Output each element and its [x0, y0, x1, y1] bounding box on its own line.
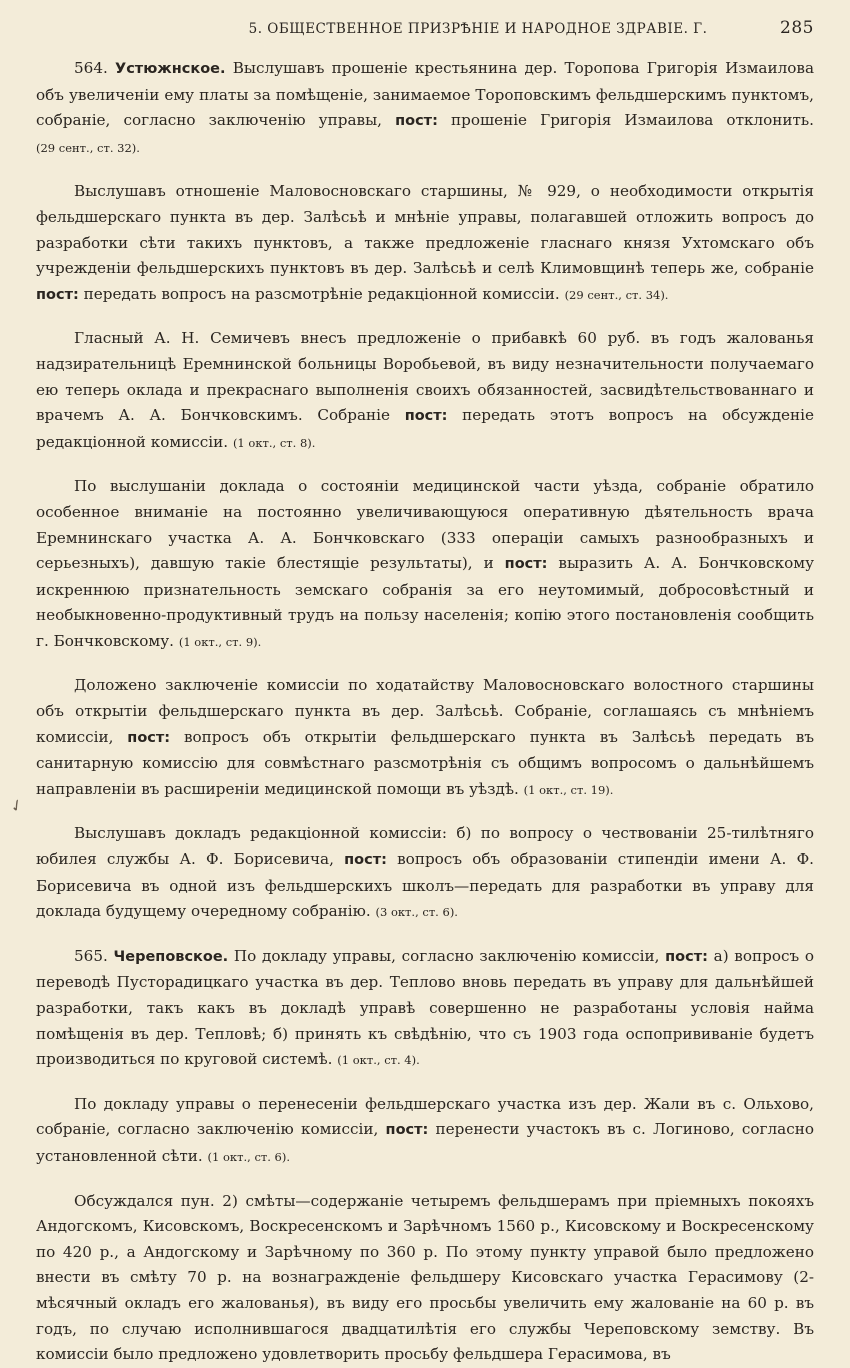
- entry-district: Устюжнское.: [115, 61, 226, 77]
- paragraph-text: выразить А. А. Бончковскому искреннюю признательность земскаго собранія за его неутомимый, добросовѣстный и необыкновенно-продуктивный трудъ на пользу населенія; копію этого постановленія сообщить г. Бончковскому.: [36, 554, 815, 650]
- paragraph-text: По выслушаніи доклада о состояніи медицинской части уѣзда, собраніе обратило особенное вниманіе на постоянно увеличивающуюся оперативную дѣятельность врача Еремнинскаго участка А. А. Бончковскаго (333 операціи самыхъ разнообразныхъ и серьезныхъ), давшую такіе блестящіе результаты), и: [36, 477, 814, 573]
- session-reference: (29 сент., ст. 32).: [36, 140, 140, 155]
- paragraph: [36, 474, 814, 655]
- paragraph-text: прошеніе Григорія Измаилова отклонить.: [437, 111, 814, 130]
- margin-mark: ✓: [6, 793, 28, 818]
- paragraph-text: передать этотъ вопросъ на обсужденіе редакціонной комиссіи.: [36, 406, 814, 451]
- resolution-label: пост:: [665, 948, 708, 965]
- paragraph-text: Гласный А. Н. Семичевъ внесъ предложеніе о прибавкѣ 60 руб. въ годъ жалованья надзирательницѣ Еремнинской больницы Воробьевой, въ виду незначительности получаемаго ею теперь оклада и прекраснаго выполненія своихъ обязанностей, засвидѣтельствованнаго и врачемъ А. А. Бончковскимъ. Собраніе: [36, 329, 814, 425]
- resolution-label: пост:: [404, 408, 448, 425]
- entry-number: 565.: [74, 946, 108, 965]
- session-reference: (3 окт., ст. 6).: [375, 905, 458, 920]
- paragraph: [36, 821, 814, 925]
- paragraph-text: вопросъ объ образованіи стипендіи имени А. Ф. Борисевича въ одной изъ фельдшерскихъ школъ—передать для разработки въ управу для доклада будущему очередному собранію.: [36, 850, 814, 921]
- paragraph-565: [36, 944, 814, 1074]
- paragraph-text: Выслушавъ отношеніе Маловосновскаго старшины, № 929, о необходимости открытія фельдшерскаго пункта въ дер. Залѣсьѣ и мнѣніе управы, полагавшей отложить вопросъ до разработки сѣти такихъ пунктовъ, а также предложеніе гласнаго князя Ухтомскаго объ учрежденіи фельдшерскихъ пунктовъ въ дер. Залѣсьѣ и селѣ Климовщинѣ теперь же, собраніе: [36, 182, 814, 278]
- session-reference: (1 окт., ст. 4).: [337, 1053, 420, 1068]
- paragraph-text: передать вопросъ на разсмотрѣніе редакціонной комиссіи.: [78, 284, 565, 303]
- resolution-label: пост:: [395, 113, 438, 130]
- session-reference: (1 окт., ст. 9).: [178, 634, 262, 649]
- paragraph-text: перенести участокъ въ с. Логиново, согласно установленной сѣти.: [36, 1120, 814, 1165]
- paragraph-text: По докладу управы о перенесеніи фельдшерскаго участка изъ дер. Жали въ с. Ольхово, собраніе, согласно заключенію комиссіи,: [36, 1094, 814, 1139]
- paragraph-text: Выслушавъ докладъ редакціонной комиссіи: б) по вопросу о чествованіи 25-тилѣтняго юбилея службы А. Ф. Борисевича,: [36, 824, 814, 869]
- page-number: 285: [780, 18, 814, 38]
- resolution-label: пост:: [504, 556, 548, 573]
- paragraph-564: [36, 56, 814, 161]
- session-reference: (1 окт., ст. 8).: [232, 435, 316, 450]
- running-title: 5. ОБЩЕСТВЕННОЕ ПРИЗРѢНІЕ И НАРОДНОЕ ЗДРАВІЕ. Г.: [248, 21, 708, 37]
- session-reference: (1 окт., ст. 19).: [523, 782, 614, 797]
- paragraph-text: а) вопросъ о переводѣ Пусторадицкаго участка въ дер. Теплово вновь передать въ управу для дальнѣйшей разработки, такъ какъ въ докладѣ управѣ совершенно не разработаны условія найма помѣщенія въ дер. Тепловѣ; б) принять къ свѣдѣнію, что съ 1903 года оспопрививаніе будетъ производиться по круговой системѣ.: [36, 946, 814, 1069]
- resolution-label: пост:: [385, 1122, 429, 1139]
- paragraph-text: Доложено заключеніе комиссіи по ходатайству Маловосновскаго волостного старшины объ открытіи фельдшерскаго пункта въ дер. Залѣсьѣ. Собраніе, соглашаясь съ мнѣніемъ комиссіи,: [36, 676, 814, 746]
- entry-number: 564.: [74, 59, 108, 77]
- paragraph-text: вопросъ объ открытіи фельдшерскаго пункта въ Залѣсьѣ передать въ санитарную комиссію для совмѣстнаго разсмотрѣнія съ общимъ вопросомъ о дальнѣйшемъ направленіи въ расширеніи медицинской помощи въ уѣздѣ.: [36, 727, 814, 798]
- resolution-label: пост:: [36, 286, 79, 303]
- paragraph-text: Выслушавъ прошеніе крестьянина дер. Торопова Григорія Измаилова объ увеличеніи ему платы за помѣщеніе, занимаемое Тороповскимъ фельдшерскимъ пунктомъ, собраніе, согласно заключенію управы,: [36, 59, 814, 130]
- paragraph: [36, 326, 814, 456]
- session-reference: (29 сент., ст. 34).: [564, 287, 669, 302]
- resolution-label: пост:: [127, 729, 171, 746]
- paragraph: [36, 1092, 814, 1171]
- resolution-label: пост:: [344, 852, 387, 869]
- page-header: [36, 18, 814, 44]
- entry-district: Череповское.: [113, 948, 229, 965]
- paragraph-text: По докладу управы, согласно заключенію комиссіи,: [228, 946, 666, 965]
- paragraph: [36, 1189, 814, 1368]
- session-reference: (1 окт., ст. 6).: [207, 1149, 291, 1164]
- paragraph: [36, 673, 814, 803]
- paragraph: [36, 179, 814, 308]
- paragraph-text: Обсуждался пун. 2) смѣты—содержаніе четыремъ фельдшерамъ при пріемныхъ покояхъ Андогскомъ, Кисовскомъ, Воскресенскомъ и Зарѣчномъ 1560 р., Кисовскому и Воскресенскому по 420 р., а Андогскому и Зарѣчному по 360 р. По этому пункту управой было предложено внести въ смѣту 70 р. на вознагражденіе фельдшеру Кисовскаго участка Герасимову (2-мѣсячный окладъ его жалованья), въ виду его просьбы увеличить ему жалованіе на 60 р. въ годъ, по случаю исполнившагося двадцатилѣтія его службы Череповскому земству. Въ комиссіи было предложено удовлетворить просьбу фельдшера Герасимова, въ: [36, 1191, 814, 1364]
